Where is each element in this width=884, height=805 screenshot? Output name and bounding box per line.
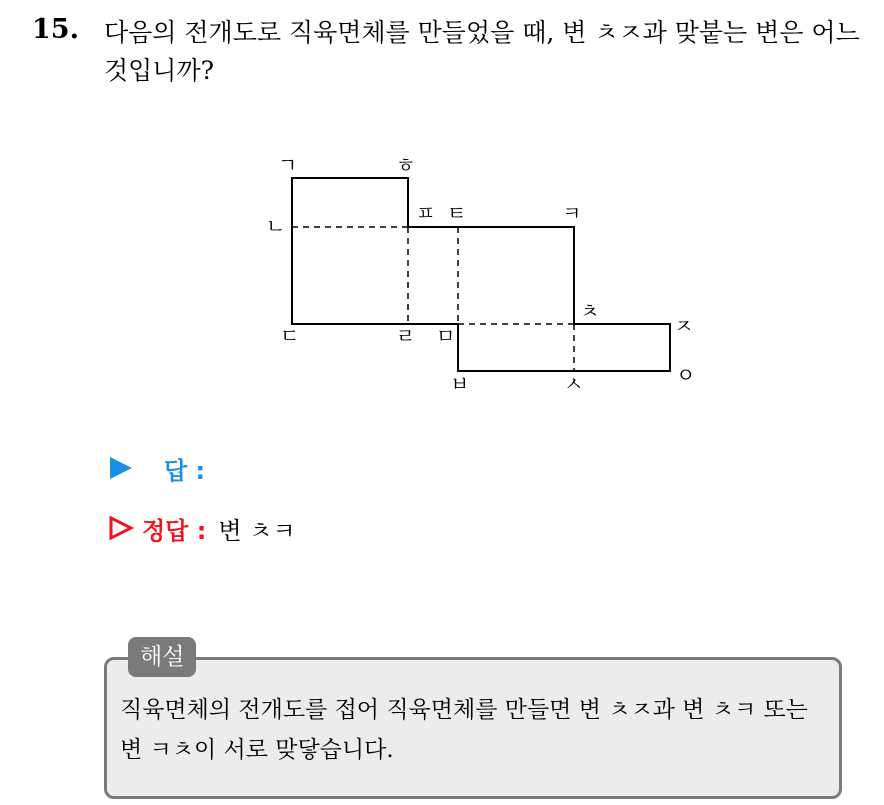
label-n: ㄴ bbox=[266, 214, 286, 238]
play-triangle-outline-icon bbox=[108, 515, 134, 541]
label-d: ㄷ bbox=[280, 324, 300, 348]
label-t: ㅌ bbox=[447, 201, 467, 225]
label-m: ㅁ bbox=[436, 324, 456, 348]
answer-label: 답 : bbox=[164, 456, 206, 485]
label-o: ㅇ bbox=[676, 363, 696, 387]
question-number: 15. bbox=[32, 14, 79, 45]
label-ch: ㅊ bbox=[580, 299, 600, 323]
correct-answer-row bbox=[108, 510, 296, 546]
label-b: ㅂ bbox=[450, 372, 470, 396]
question-text: 다음의 전개도로 직육면체를 만들었을 때, 변 ㅊㅈ과 맞붙는 변은 어느 것입니까? bbox=[104, 18, 860, 85]
answer-row bbox=[108, 450, 205, 486]
label-j: ㅈ bbox=[674, 314, 694, 338]
explanation-tag: 해설 bbox=[128, 637, 196, 677]
correct-answer-label: 정답 : bbox=[142, 516, 207, 545]
label-p: ㅍ bbox=[416, 201, 436, 225]
label-s: ㅅ bbox=[564, 372, 584, 396]
label-g: ㄱ bbox=[278, 153, 298, 177]
correct-answer-value: 변 ㅊㅋ bbox=[218, 516, 296, 545]
label-h: ㅎ bbox=[396, 153, 416, 177]
explanation-text: 직육면체의 전개도를 접어 직육면체를 만들면 변 ㅊㅈ과 변 ㅊㅋ 또는 변 ㅋㅊ이 서로 맞닿습니다. bbox=[120, 697, 808, 763]
label-k: ㅋ bbox=[562, 201, 582, 225]
label-r: ㄹ bbox=[396, 324, 416, 348]
play-triangle-filled-icon bbox=[108, 455, 134, 481]
net-outline bbox=[292, 178, 670, 371]
